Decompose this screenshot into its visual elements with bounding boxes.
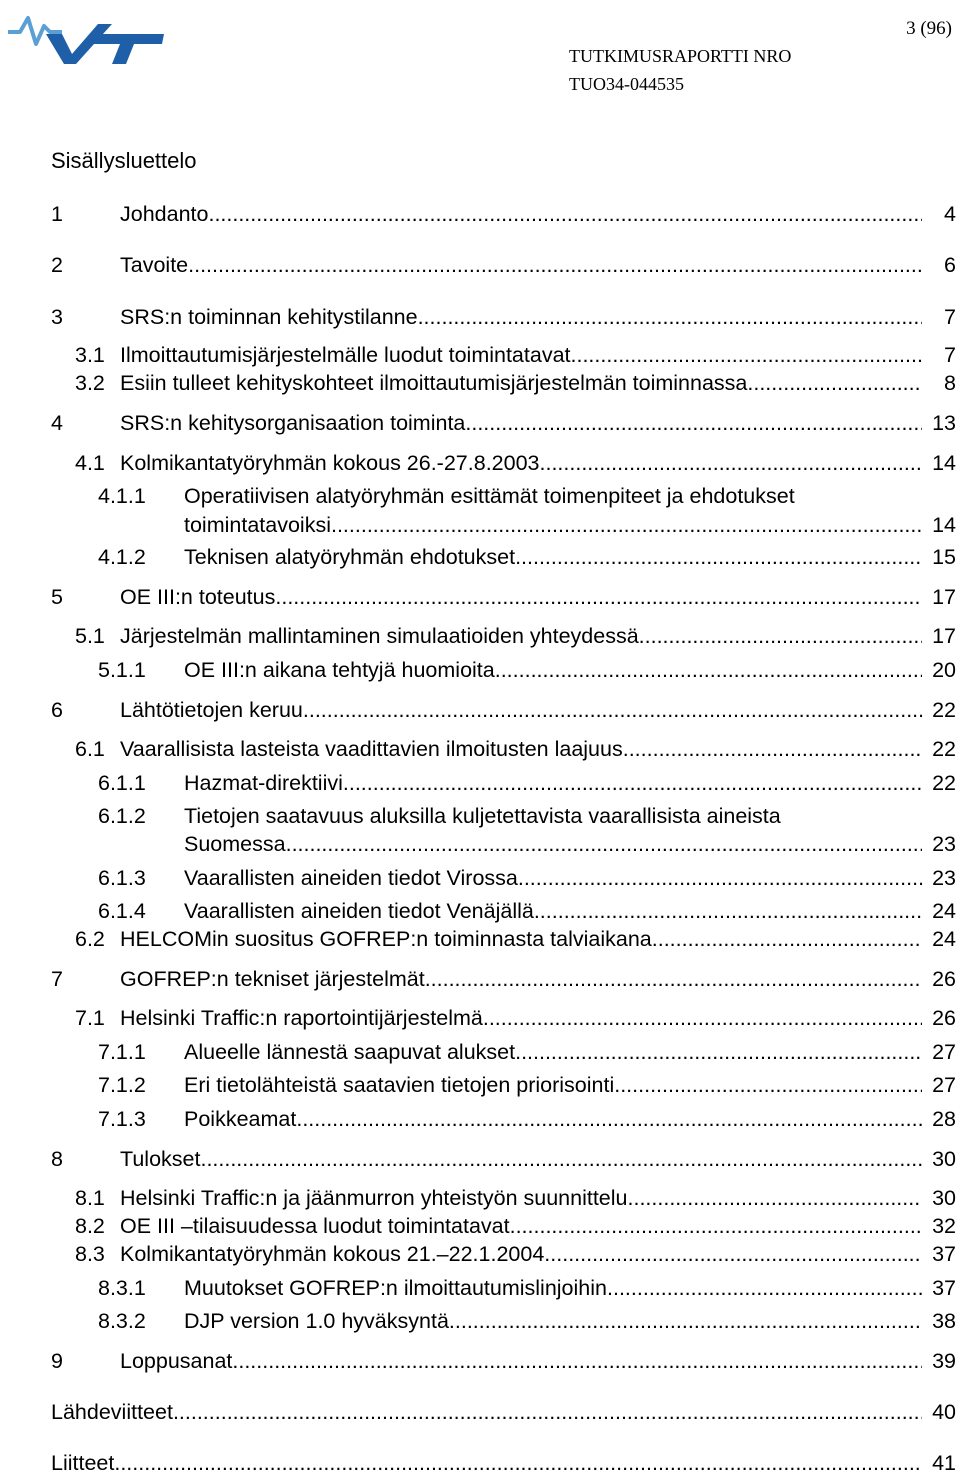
leader-dots [628, 1186, 923, 1211]
toc-leader [184, 1073, 922, 1098]
toc-entry-page: 37 [932, 1276, 956, 1300]
leader-dots [296, 1107, 922, 1132]
toc-entry[interactable] [0, 899, 960, 927]
leader-dots [200, 1147, 922, 1172]
toc-entry[interactable] [0, 305, 960, 333]
vtt-logo [6, 4, 164, 64]
toc-entry-number: 4.1 [75, 451, 105, 475]
leader-dots [540, 451, 923, 476]
toc-entry-page: 6 [944, 253, 956, 277]
toc-entry-page: 26 [932, 1006, 956, 1030]
toc-entry-page: 14 [932, 451, 956, 475]
toc-entry-page: 27 [932, 1073, 956, 1097]
toc-leader [120, 624, 922, 649]
leader-dots [515, 1040, 922, 1065]
leader-dots [418, 305, 922, 330]
leader-dots [173, 1400, 922, 1425]
leader-dots [515, 545, 922, 570]
toc-entry-title: Lähtötietojen keruu [120, 698, 303, 722]
toc-entry[interactable] [0, 1006, 960, 1034]
toc-entry[interactable] [0, 1276, 960, 1304]
leader-dots [449, 1309, 922, 1334]
toc-entry-page: 20 [932, 658, 956, 682]
toc-entry[interactable] [0, 658, 960, 686]
leader-dots [652, 927, 922, 952]
leader-dots [343, 771, 922, 796]
toc-entry-number: 8.3.2 [98, 1309, 146, 1333]
toc-entry[interactable] [0, 1040, 960, 1068]
toc-entry[interactable] [0, 737, 960, 765]
toc-leader [184, 545, 922, 570]
toc-entry-number: 8.2 [75, 1214, 105, 1238]
toc-leader [120, 585, 922, 610]
toc-entry-title: Vaarallisten aineiden tiedot Virossa [184, 866, 518, 890]
leader-dots [303, 698, 922, 723]
toc-entry-number: 7 [51, 967, 63, 991]
toc-entry-page: 38 [932, 1309, 956, 1333]
toc-entry-title: Johdanto [120, 202, 209, 226]
toc-entry-number: 9 [51, 1349, 63, 1373]
toc-entry-title: Vaarallisten aineiden tiedot Venäjällä [184, 899, 534, 923]
toc-entry-page: 37 [932, 1242, 956, 1266]
leader-dots [623, 737, 922, 762]
toc-leader [184, 658, 922, 683]
toc-leader [120, 305, 922, 330]
toc-entry-title: Kolmikantatyöryhmän kokous 26.-27.8.2003 [120, 451, 540, 475]
toc-leader [120, 411, 922, 436]
toc-entry-title: Operatiivisen alatyöryhmän esittämät toimenpiteet ja ehdotukset [184, 484, 795, 508]
leader-dots [208, 202, 922, 227]
toc-entry[interactable] [0, 202, 960, 230]
leader-dots [639, 624, 922, 649]
toc-entry-number: 5 [51, 585, 63, 609]
toc-entry-page: 39 [932, 1349, 956, 1373]
toc-entry-title: Helsinki Traffic:n raportointijärjestelmä [120, 1006, 483, 1030]
toc-entry[interactable] [0, 771, 960, 799]
toc-entry-title: SRS:n kehitysorganisaation toiminta [120, 411, 466, 435]
leader-dots [465, 411, 922, 436]
toc-entry-number: 4.1.2 [98, 545, 146, 569]
toc-entry[interactable] [0, 698, 960, 726]
toc-entry-number: 4 [51, 411, 63, 435]
toc-entry-page: 26 [932, 967, 956, 991]
toc-entry-page: 28 [932, 1107, 956, 1131]
toc-entry-title-continued: Suomessa [184, 832, 286, 856]
toc-entry-page: 24 [932, 927, 956, 951]
toc-entry-page: 7 [944, 305, 956, 329]
toc-leader [184, 513, 922, 538]
toc-leader [184, 832, 922, 857]
toc-entry-number: 1 [51, 202, 63, 226]
leader-dots [114, 1451, 922, 1476]
toc-entry-title: HELCOMin suositus GOFREP:n toiminnasta talviaikana [120, 927, 652, 951]
toc-entry-title: Järjestelmän mallintaminen simulaatioiden yhteydessä [120, 624, 639, 648]
toc-entry-page: 27 [932, 1040, 956, 1064]
toc-entry-number: 6.1.2 [98, 804, 146, 828]
toc-entry-title: Loppusanat [120, 1349, 233, 1373]
toc-entry-title: Tavoite [120, 253, 189, 277]
leader-dots [614, 1073, 922, 1098]
leader-dots [495, 658, 922, 683]
toc-entry-number: 4.1.1 [98, 484, 146, 508]
toc-entry-number: 7.1.2 [98, 1073, 146, 1097]
toc-leader [120, 1214, 922, 1239]
leader-dots [510, 1214, 922, 1239]
toc-leader [184, 1276, 922, 1301]
toc-entry-page: 40 [932, 1400, 956, 1424]
toc-entry-title: Vaarallisista lasteista vaadittavien ilmoitusten laajuus [120, 737, 623, 761]
toc-entry-number: 8 [51, 1147, 63, 1171]
toc-leader [184, 866, 922, 891]
report-id: TUO34-044535 [569, 74, 684, 94]
toc-entry-title: OE III:n toteutus [120, 585, 276, 609]
toc-entry-title: OE III –tilaisuudessa luodut toimintatavat [120, 1214, 510, 1238]
toc-entry-title: OE III:n aikana tehtyjä huomioita [184, 658, 495, 682]
toc-entry[interactable] [0, 1107, 960, 1135]
toc-entry-title: Lähdeviitteet [51, 1400, 173, 1424]
toc-entry-page: 15 [932, 545, 956, 569]
toc-entry-number: 6.1.3 [98, 866, 146, 890]
toc-entry-title: SRS:n toiminnan kehitystilanne [120, 305, 418, 329]
toc-entry[interactable] [0, 343, 960, 371]
toc-entry-title: Esiin tulleet kehityskohteet ilmoittautumisjärjestelmän toiminnassa [120, 371, 748, 395]
toc-entry-title: Eri tietolähteistä saatavien tietojen priorisointi [184, 1073, 615, 1097]
toc-entry[interactable] [0, 371, 960, 399]
toc-entry-title: Hazmat-direktiivi [184, 771, 343, 795]
toc-entry-number: 5.1.1 [98, 658, 146, 682]
toc-entry[interactable] [0, 866, 960, 894]
toc-entry-number: 6.1 [75, 737, 105, 761]
page-number: 3 (96) [906, 18, 952, 39]
toc-entry-title: Liitteet [51, 1451, 115, 1475]
toc-entry-page: 7 [944, 343, 956, 367]
toc-entry-page: 23 [932, 832, 956, 856]
toc-leader [120, 371, 922, 396]
toc-entry[interactable] [0, 451, 960, 479]
toc-leader [184, 771, 922, 796]
toc-entry-title: Muutokset GOFREP:n ilmoittautumislinjoihin [184, 1276, 607, 1300]
leader-dots [747, 371, 922, 396]
toc-entry-page: 14 [932, 513, 956, 537]
toc-entry-title: Tulokset [120, 1147, 201, 1171]
toc-entry-title: DJP version 1.0 hyväksyntä [184, 1309, 449, 1333]
toc-entry-number: 2 [51, 253, 63, 277]
toc-leader [120, 1006, 922, 1031]
toc-leader [184, 1107, 922, 1132]
toc-entry-title: Poikkeamat [184, 1107, 297, 1131]
toc-leader [184, 1040, 922, 1065]
toc-entry-page: 4 [944, 202, 956, 226]
toc-leader [120, 737, 922, 762]
toc-entry-page: 24 [932, 899, 956, 923]
toc-entry[interactable] [0, 1186, 960, 1214]
toc-entry-page: 17 [932, 624, 956, 648]
toc-entry-page: 22 [932, 698, 956, 722]
toc-entry-title: Alueelle lännestä saapuvat alukset [184, 1040, 516, 1064]
toc-entry-title: Kolmikantatyöryhmän kokous 21.–22.1.2004 [120, 1242, 545, 1266]
report-label: TUTKIMUSRAPORTTI NRO [569, 46, 792, 66]
toc-title: Sisällysluettelo [51, 148, 197, 173]
toc-entry[interactable] [0, 585, 960, 613]
leader-dots [331, 513, 922, 538]
toc-entry-number: 7.1.1 [98, 1040, 146, 1064]
toc-entry-page: 22 [932, 771, 956, 795]
toc-entry-number: 8.3.1 [98, 1276, 146, 1300]
toc-leader [120, 927, 922, 952]
leader-dots [232, 1349, 922, 1374]
toc-entry[interactable] [0, 1400, 960, 1428]
toc-entry-number: 3 [51, 305, 63, 329]
toc-entry-number: 6.1.4 [98, 899, 146, 923]
leader-dots [425, 967, 922, 992]
toc-leader [120, 1242, 922, 1267]
toc-entry-number: 6.2 [75, 927, 105, 951]
toc-entry-page: 30 [932, 1147, 956, 1171]
toc-leader [120, 451, 922, 476]
toc-leader [120, 1186, 922, 1211]
toc-entry-page: 32 [932, 1214, 956, 1238]
toc-entry-number: 7.1 [75, 1006, 105, 1030]
toc-entry-number: 6 [51, 698, 63, 722]
toc-entry[interactable] [0, 1073, 960, 1101]
toc-entry-continuation[interactable] [0, 832, 960, 860]
toc-entry[interactable] [0, 1242, 960, 1270]
toc-entry[interactable] [0, 967, 960, 995]
toc-entry[interactable] [0, 545, 960, 573]
toc-entry-title: Tietojen saatavuus aluksilla kuljetettavista vaarallisista aineista [184, 804, 781, 828]
leader-dots [518, 866, 922, 891]
toc-leader [120, 343, 922, 368]
toc-entry[interactable] [0, 1451, 960, 1479]
toc-leader [184, 1309, 922, 1334]
toc-entry-title: Helsinki Traffic:n ja jäänmurron yhteistyön suunnittelu [120, 1186, 628, 1210]
toc-leader [120, 1349, 922, 1374]
leader-dots [544, 1242, 922, 1267]
toc-entry-title: GOFREP:n tekniset järjestelmät [120, 967, 425, 991]
toc-entry[interactable] [0, 804, 960, 832]
toc-entry-page: 41 [932, 1451, 956, 1475]
toc-leader [120, 698, 922, 723]
leader-dots [534, 899, 922, 924]
toc-entry[interactable] [0, 624, 960, 652]
toc-entry-number: 5.1 [75, 624, 105, 648]
toc-entry-number: 6.1.1 [98, 771, 146, 795]
toc-entry-page: 8 [944, 371, 956, 395]
leader-dots [571, 343, 922, 368]
toc-entry-page: 30 [932, 1186, 956, 1210]
toc-entry[interactable] [0, 1147, 960, 1175]
toc-entry-number: 7.1.3 [98, 1107, 146, 1131]
toc-leader [51, 1400, 922, 1425]
toc-entry[interactable] [0, 253, 960, 281]
toc-entry-title: Teknisen alatyöryhmän ehdotukset [184, 545, 516, 569]
toc-entry[interactable] [0, 1214, 960, 1242]
toc-entry-number: 3.1 [75, 343, 105, 367]
toc-entry-page: 17 [932, 585, 956, 609]
toc-entry-number: 8.3 [75, 1242, 105, 1266]
leader-dots [483, 1006, 922, 1031]
leader-dots [286, 832, 922, 857]
leader-dots [275, 585, 922, 610]
toc-entry-page: 13 [932, 411, 956, 435]
toc-entry-page: 23 [932, 866, 956, 890]
toc-leader [51, 1451, 922, 1476]
toc-entry[interactable] [0, 411, 960, 439]
toc-leader [120, 253, 922, 278]
toc-entry-continuation[interactable] [0, 513, 960, 541]
toc-entry[interactable] [0, 1309, 960, 1337]
toc-leader [120, 202, 922, 227]
toc-entry[interactable] [0, 1349, 960, 1377]
leader-dots [188, 253, 922, 278]
toc-entry-number: 8.1 [75, 1186, 105, 1210]
toc-entry-title: Ilmoittautumisjärjestelmälle luodut toimintatavat [120, 343, 571, 367]
toc-entry[interactable] [0, 484, 960, 512]
toc-entry-title-continued: toimintatavoiksi [184, 513, 331, 537]
toc-entry-page: 22 [932, 737, 956, 761]
toc-leader [120, 967, 922, 992]
toc-leader [120, 1147, 922, 1172]
toc-entry-number: 3.2 [75, 371, 105, 395]
toc-leader [184, 899, 922, 924]
leader-dots [607, 1276, 922, 1301]
toc-entry[interactable] [0, 927, 960, 955]
